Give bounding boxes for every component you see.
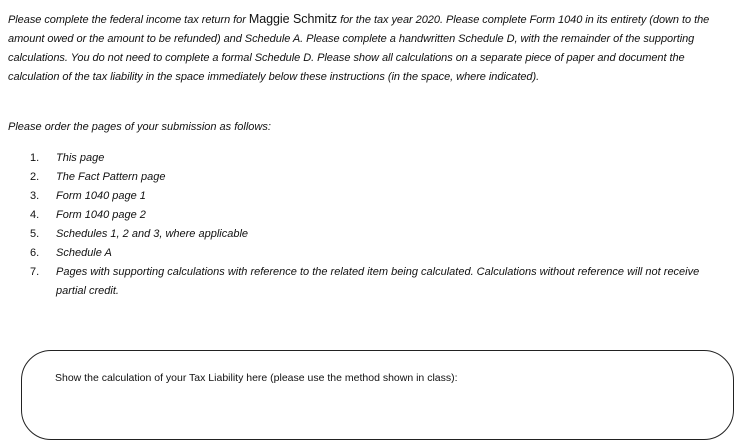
list-item-text: Form 1040 page 1 [56, 190, 146, 202]
instructions-text-part1: Please complete the federal income tax return for [8, 14, 249, 26]
list-item-text: This page [56, 152, 105, 164]
list-item-number: 3. [30, 190, 40, 202]
list-item [30, 244, 730, 263]
list-item [30, 225, 730, 244]
tax-liability-calculation-box[interactable] [21, 350, 734, 440]
list-item [30, 263, 730, 301]
instructions-paragraph [8, 10, 736, 87]
list-item [30, 149, 730, 168]
list-item-text: The Fact Pattern page [56, 171, 166, 183]
list-item [30, 206, 730, 225]
instructions-text-part2: for the tax year 2020. Please complete Form 1040 in its entirety (down to the amount owed or the amount to be refunded) and Schedule A. Please complete a handwritten Schedule D, with the remainder of the supporting calculations. You do not need to complete a formal Schedule D. Please show all calculations on a separate piece of paper and document the calculation of the tax liability in the space immediately below these instructions (in the space, where indicated). [8, 14, 710, 83]
submission-order-list [30, 149, 730, 301]
list-item-number: 4. [30, 209, 40, 221]
list-item-number: 1. [30, 152, 40, 164]
list-item-number: 2. [30, 171, 40, 183]
list-item-text: Schedule A [56, 247, 112, 259]
list-item [30, 187, 730, 206]
order-heading: Please order the pages of your submission as follows: [8, 121, 271, 133]
taxpayer-name: Maggie Schmitz [248, 12, 338, 26]
list-item [30, 168, 730, 187]
list-item-number: 7. [30, 266, 40, 278]
list-item-number: 5. [30, 228, 40, 240]
calculation-box-label: Show the calculation of your Tax Liability here (please use the method shown in class): [55, 372, 458, 384]
list-item-number: 6. [30, 247, 40, 259]
list-item-text: Schedules 1, 2 and 3, where applicable [56, 228, 249, 240]
list-item-text: Pages with supporting calculations with reference to the related item being calculated. Calculations without reference will not receive partial credit. [56, 266, 700, 297]
list-item-text: Form 1040 page 2 [56, 209, 146, 221]
